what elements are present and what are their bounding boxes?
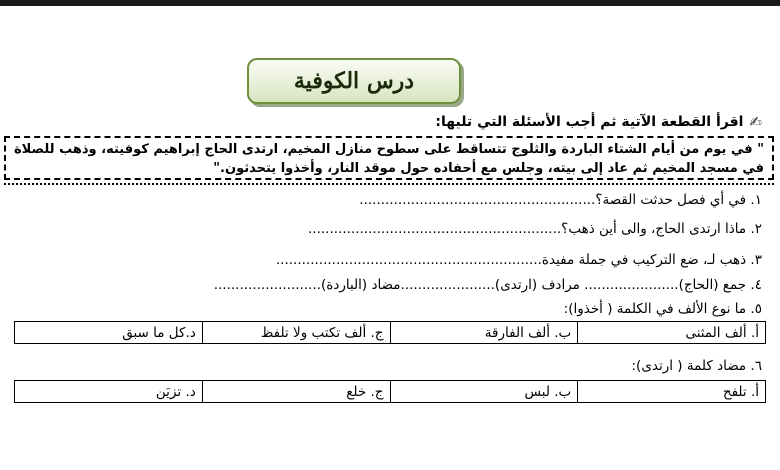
q5-option-a[interactable]: أ. ألف المثنى bbox=[578, 322, 766, 344]
question-2: ٢. ماذا ارتدى الحاج، والى أين ذهب؟........................................................... bbox=[307, 221, 762, 237]
table-row bbox=[15, 381, 766, 403]
instruction bbox=[435, 113, 762, 131]
instruction-text: اقرأ القطعة الآتية ثم أجب الأسئلة التي تليها: bbox=[435, 114, 744, 130]
q5-options-table bbox=[14, 321, 766, 344]
q5-option-d[interactable]: د.كل ما سبق bbox=[15, 322, 203, 344]
q6-option-a[interactable]: أ. تلفح bbox=[578, 381, 766, 403]
dotted-divider bbox=[4, 183, 774, 185]
title-box bbox=[247, 58, 461, 104]
question-1: ١. في أي فصل حدثت القصة؟....................................................... bbox=[359, 192, 762, 208]
q6-option-c[interactable]: ج. خلع bbox=[202, 381, 390, 403]
q5-option-c[interactable]: ج. ألف تكتب ولا تلفظ bbox=[202, 322, 390, 344]
top-border bbox=[0, 0, 780, 6]
question-4: ٤. جمع (الحاج)...................... مرادف (ارتدى)......................مضاد (الباردة)......................... bbox=[213, 277, 762, 293]
question-5: ٥. ما نوع الألف في الكلمة ( أخذوا): bbox=[563, 301, 762, 317]
question-6: ٦. مضاد كلمة ( ارتدى): bbox=[631, 358, 762, 374]
q6-options-table bbox=[14, 380, 766, 403]
pencil-icon: ✍ bbox=[749, 113, 762, 131]
table-row bbox=[15, 322, 766, 344]
passage-box: " في يوم من أيام الشتاء الباردة والثلوج تتساقط على سطوح منازل المخيم، ارتدى الحاج إبراهيم كوفيته، وذهب للصلاة في مسجد المخيم ثم عاد إلى بيته، وجلس مع أحفاده حول موقد النار، وأخذوا يتحدثون." bbox=[4, 136, 774, 180]
question-3: ٣. ذهب لـ، ضع التركيب في جملة مفيدة.............................................................. bbox=[275, 252, 762, 268]
q6-option-b[interactable]: ب. لبس bbox=[390, 381, 578, 403]
page-title: درس الكوفية bbox=[293, 68, 415, 94]
q5-option-b[interactable]: ب. ألف الفارقة bbox=[390, 322, 578, 344]
q6-option-d[interactable]: د. تزيَن bbox=[15, 381, 203, 403]
